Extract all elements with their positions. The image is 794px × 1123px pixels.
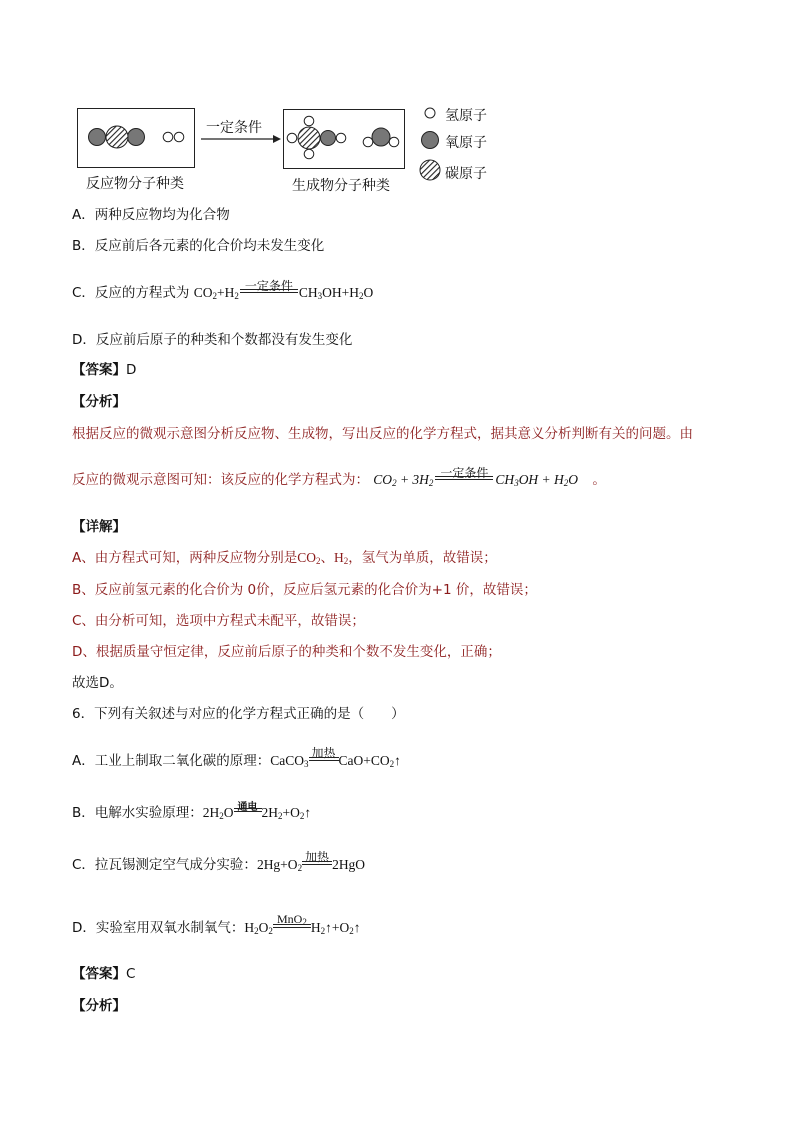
q6-option-b: B．电解水实验原理：$2H_2O$ 通电 $2H_2+O_2↑$: [72, 804, 311, 825]
arrow-label: 一定条件: [206, 120, 262, 136]
option-c-condition: 一定条件: [244, 279, 293, 293]
q6-a-condition: 加热: [311, 746, 336, 760]
analysis-condition: 一定条件: [440, 466, 489, 480]
analysis-line-2: [72, 466, 606, 492]
carbon-atom: [106, 126, 128, 148]
option-d: D．反应前后原子的种类和个数都没有发生变化: [72, 332, 353, 348]
carbon-atom: [298, 127, 320, 149]
legend-hydrogen: 氢原子: [445, 108, 487, 124]
q6-analysis-label: 【分析】: [72, 998, 126, 1014]
q6-b-condition: 通电: [237, 802, 258, 813]
q6-option-b-prefix: B．电解水实验原理：: [72, 805, 203, 821]
q6-answer-value: C: [126, 966, 136, 982]
option-c-equation: $CO_2+H_2$ 一定条件 $CH_3OH+H_2O$: [193, 279, 374, 301]
option-b: B．反应前后各元素的化合价均未发生变化: [72, 238, 325, 254]
q6-stem: 6．下列有关叙述与对应的化学方程式正确的是（ ）: [72, 706, 405, 722]
hydrogen-atom: [304, 116, 314, 126]
conclusion: 故选D。: [72, 675, 123, 691]
q6-option-a-prefix: A．工业上制取二氧化碳的原理：: [72, 753, 271, 769]
hydrogen-atom: [336, 133, 346, 143]
hydrogen-atom: [304, 149, 314, 159]
q6-c-condition: 加热: [305, 850, 330, 864]
oxygen-legend-icon: [422, 132, 439, 149]
answer-value: D: [126, 362, 137, 378]
q6-answer-line: [72, 965, 135, 983]
hydrogen-atom: [287, 133, 297, 143]
analysis-equation: $CO_2 + 3H_2$ 一定条件 $CH_3OH + H_2O$: [373, 466, 579, 488]
answer-line: [72, 361, 136, 379]
oxygen-atom: [372, 128, 390, 146]
product-molecules: [283, 109, 405, 169]
q6-option-d-prefix: D．实验室用双氧水制氧气：: [72, 920, 245, 936]
detail-b: B、反应前氢元素的化合价为 0价，反应后氢元素的化合价为+1 价，故错误；: [72, 582, 537, 598]
q6-answer-label: 【答案】: [72, 966, 126, 982]
oxygen-atom: [89, 129, 106, 146]
q6-d-condition: MnO$_2$: [276, 912, 307, 927]
hydrogen-atom: [389, 137, 399, 147]
hydrogen-atom: [174, 132, 184, 142]
hydrogen-legend-icon: [425, 108, 435, 118]
detail-a: A、由方程式可知，两种反应物分别是$CO_2$、$H_2$，氢气为单质，故错误；: [72, 550, 497, 566]
reaction-arrow-icon: [201, 134, 281, 144]
oxygen-atom: [128, 129, 145, 146]
detail-label: 【详解】: [72, 519, 126, 535]
analysis-line-1: 根据反应的微观示意图分析反应物、生成物，写出反应的化学方程式，据其意义分析判断有关的问题。由: [72, 426, 693, 442]
product-caption: 生成物分子种类: [292, 178, 390, 194]
detail-d: D、根据质量守恒定律，反应前后原子的种类和个数不发生变化，正确；: [72, 644, 501, 660]
analysis-label: 【分析】: [72, 394, 126, 410]
oxygen-atom: [321, 131, 336, 146]
option-c: [72, 279, 374, 305]
detail-a-suffix: ，氢气为单质，故错误；: [348, 550, 497, 566]
q6-option-a: A．工业上制取二氧化碳的原理：CaCO$_3$ 加热 $CaO+CO_2↑$: [72, 746, 401, 769]
option-c-prefix: C．反应的方程式为: [72, 285, 190, 301]
detail-c: C、由分析可知，选项中方程式未配平，故错误；: [72, 613, 365, 629]
analysis-end: 。: [592, 472, 606, 488]
legend-icons: [418, 103, 444, 183]
option-a: A．两种反应物均为化合物: [72, 207, 230, 223]
detail-a-prefix: A、由方程式可知，两种反应物分别是: [72, 550, 298, 566]
hydrogen-atom: [163, 132, 173, 142]
answer-label: 【答案】: [72, 362, 126, 378]
legend-oxygen: 氧原子: [445, 135, 487, 151]
hydrogen-atom: [363, 137, 373, 147]
reactant-molecules: [77, 108, 195, 168]
q6-option-c: C．拉瓦锡测定空气成分实验：$2Hg+O_2$ 加热 2HgO: [72, 850, 366, 873]
q6-option-d: D．实验室用双氧水制氧气：$H_2O_2$ MnO$_2$ $H_2↑+O_2↑$: [72, 912, 361, 936]
carbon-legend-icon: [420, 160, 440, 180]
analysis-line-2-prefix: 反应的微观示意图可知：该反应的化学方程式为：: [72, 472, 369, 488]
q6-option-c-prefix: C．拉瓦锡测定空气成分实验：: [72, 857, 257, 873]
legend-carbon: 碳原子: [445, 166, 487, 182]
reactant-caption: 反应物分子种类: [86, 176, 184, 192]
